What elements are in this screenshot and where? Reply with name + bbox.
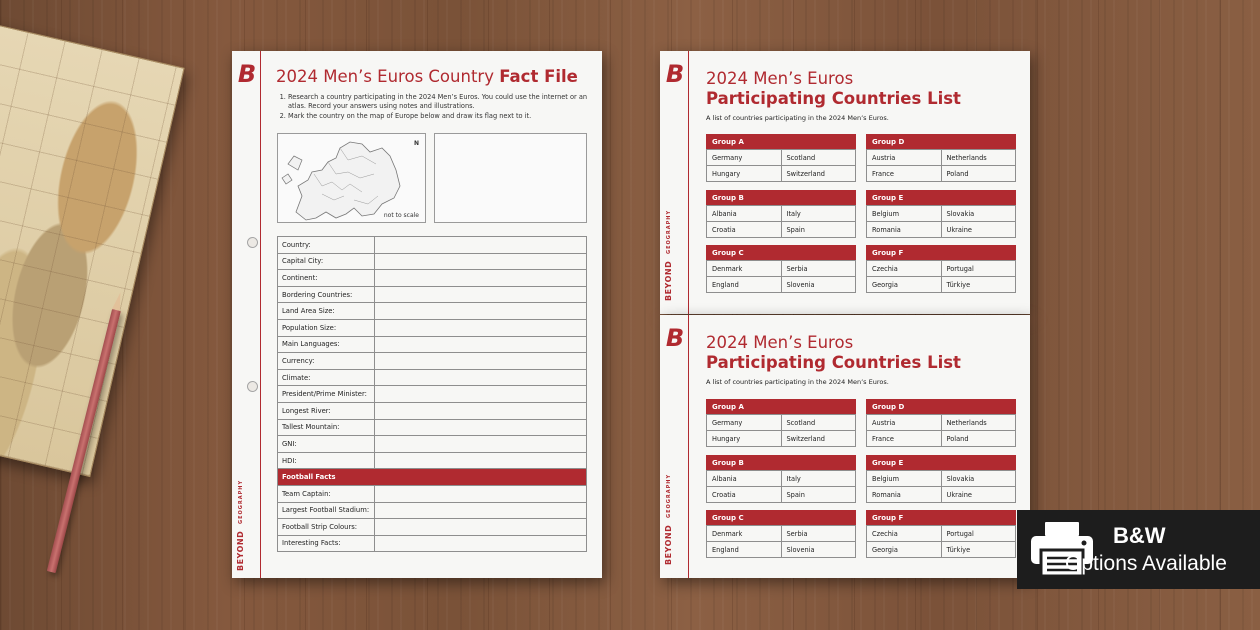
brand-word: BEYOND (664, 524, 673, 565)
country-cell: Albania (707, 206, 782, 222)
answer-cell (375, 303, 587, 320)
field-label: Longest River: (278, 402, 375, 419)
group-table (866, 260, 1016, 293)
table-row (707, 166, 856, 182)
answer-cell (375, 319, 587, 336)
page-title-line1: 2024 Men’s Euros (706, 333, 854, 352)
field-label: Country: (278, 237, 375, 254)
answer-cell (375, 253, 587, 270)
answer-cell (375, 519, 587, 536)
group-card (866, 190, 1016, 238)
country-cell: France (867, 431, 942, 447)
europe-outline-map (278, 134, 426, 223)
table-row (867, 526, 1016, 542)
table-row (867, 542, 1016, 558)
badge-subtitle: Options Available (1065, 552, 1227, 575)
country-cell: France (867, 166, 942, 182)
country-cell: Poland (941, 166, 1016, 182)
brand-sidebar (232, 51, 261, 578)
table-row (707, 150, 856, 166)
table-row (867, 261, 1016, 277)
countries-list-worksheet (660, 315, 1030, 578)
country-cell: Austria (867, 415, 942, 431)
country-cell: Denmark (707, 526, 782, 542)
answer-cell (375, 452, 587, 469)
brand-sidebar (660, 51, 689, 314)
country-cell: Netherlands (941, 415, 1016, 431)
field-label: Interesting Facts: (278, 535, 375, 552)
country-cell: Croatia (707, 487, 782, 503)
country-cell: Ukraine (941, 487, 1016, 503)
europe-map-box (277, 133, 426, 223)
instruction-step-2: 2. Mark the country on the map of Europe below and draw its flag next to it. (288, 112, 590, 121)
country-cell: England (707, 277, 782, 293)
table-row (278, 535, 587, 552)
brand-sub: GEOGRAPHY (238, 480, 244, 525)
table-row (278, 369, 587, 386)
group-table (866, 414, 1016, 447)
field-label: Capital City: (278, 253, 375, 270)
answer-cell (375, 353, 587, 370)
page-title-line2: Participating Countries List (706, 89, 961, 108)
group-card (866, 134, 1016, 182)
table-row (707, 487, 856, 503)
group-header: Group A (706, 399, 856, 414)
country-cell: Netherlands (941, 150, 1016, 166)
table-row (278, 336, 587, 353)
country-cell: Romania (867, 487, 942, 503)
group-header: Group D (866, 134, 1016, 149)
fact-file-worksheet (232, 51, 602, 578)
country-cell: Serbia (781, 261, 856, 277)
brand-sidebar (660, 315, 689, 578)
field-label: Tallest Mountain: (278, 419, 375, 436)
field-label: Main Languages: (278, 336, 375, 353)
answer-cell (375, 270, 587, 287)
brand-word: BEYOND (664, 260, 673, 301)
field-label: Team Captain: (278, 485, 375, 502)
country-cell: Switzerland (781, 166, 856, 182)
country-cell: Georgia (867, 542, 942, 558)
north-arrow-icon: N (413, 140, 419, 147)
table-row (867, 277, 1016, 293)
country-cell: Italy (781, 471, 856, 487)
country-cell: Portugal (941, 526, 1016, 542)
answer-cell (375, 535, 587, 552)
map-scale-note: not to scale (383, 212, 419, 219)
country-cell: Belgium (867, 206, 942, 222)
beyond-logo-icon: B (665, 324, 685, 352)
page-title (276, 67, 578, 86)
table-row (867, 206, 1016, 222)
group-card (706, 245, 856, 293)
group-header: Group D (866, 399, 1016, 414)
answer-cell (375, 419, 587, 436)
country-cell: Spain (781, 487, 856, 503)
country-cell: Hungary (707, 166, 782, 182)
country-cell: Germany (707, 415, 782, 431)
country-cell: Switzerland (781, 431, 856, 447)
answer-cell (375, 369, 587, 386)
group-header: Group E (866, 455, 1016, 470)
table-row (278, 286, 587, 303)
group-table (866, 205, 1016, 238)
page-subtitle: A list of countries participating in the 2024 Men’s Euros. (706, 378, 889, 386)
country-cell: Austria (867, 150, 942, 166)
group-card (866, 245, 1016, 293)
group-card (706, 455, 856, 503)
brand-wordmark (236, 480, 256, 571)
table-row (278, 452, 587, 469)
group-table (866, 149, 1016, 182)
table-row (867, 471, 1016, 487)
table-row (867, 415, 1016, 431)
group-table (706, 260, 856, 293)
group-header: Group B (706, 455, 856, 470)
group-header: Group B (706, 190, 856, 205)
country-cell: England (707, 542, 782, 558)
group-table (866, 525, 1016, 558)
table-row (707, 277, 856, 293)
badge-title: B&W (1113, 523, 1166, 548)
group-card (866, 399, 1016, 447)
bw-options-badge (1017, 510, 1260, 589)
country-cell: Scotland (781, 150, 856, 166)
group-header: Group E (866, 190, 1016, 205)
field-label: Football Strip Colours: (278, 519, 375, 536)
title-plain: 2024 Men’s Euros Country (276, 67, 494, 86)
brand-sub: GEOGRAPHY (666, 474, 672, 519)
country-cell: Slovakia (941, 206, 1016, 222)
table-row (867, 222, 1016, 238)
section-header-row (278, 469, 587, 486)
group-card (706, 399, 856, 447)
table-row (278, 419, 587, 436)
group-table (706, 414, 856, 447)
table-row (707, 415, 856, 431)
answer-cell (375, 436, 587, 453)
field-label: Currency: (278, 353, 375, 370)
group-header: Group F (866, 245, 1016, 260)
flag-drawing-box (434, 133, 587, 223)
country-cell: Poland (941, 431, 1016, 447)
field-label: President/Prime Minister: (278, 386, 375, 403)
country-cell: Hungary (707, 431, 782, 447)
table-row (867, 487, 1016, 503)
table-row (707, 471, 856, 487)
country-cell: Romania (867, 222, 942, 238)
group-header: Group A (706, 134, 856, 149)
group-header: Group C (706, 245, 856, 260)
table-row (278, 319, 587, 336)
section-label: Football Facts (278, 469, 587, 486)
instruction-list (280, 93, 590, 123)
table-row (278, 519, 587, 536)
country-cell: Croatia (707, 222, 782, 238)
table-row (707, 542, 856, 558)
fact-table (277, 236, 587, 552)
country-cell: Georgia (867, 277, 942, 293)
country-cell: Czechia (867, 261, 942, 277)
beyond-logo-icon: B (237, 60, 257, 88)
country-cell: Denmark (707, 261, 782, 277)
group-table (706, 149, 856, 182)
table-row (278, 485, 587, 502)
group-table (706, 525, 856, 558)
country-cell: Spain (781, 222, 856, 238)
table-row (867, 431, 1016, 447)
answer-cell (375, 386, 587, 403)
field-label: Population Size: (278, 319, 375, 336)
group-header: Group C (706, 510, 856, 525)
table-row (278, 436, 587, 453)
group-table (866, 470, 1016, 503)
countries-list-worksheet (660, 51, 1030, 314)
group-table (706, 205, 856, 238)
instruction-step-1: 1. Research a country participating in the 2024 Men’s Euros. You could use the internet or an atlas. Record your answers using notes and illustrations. (288, 93, 590, 110)
field-label: Continent: (278, 270, 375, 287)
answer-cell (375, 485, 587, 502)
country-cell: Albania (707, 471, 782, 487)
table-row (867, 150, 1016, 166)
answer-cell (375, 286, 587, 303)
country-cell: Serbia (781, 526, 856, 542)
country-cell: Czechia (867, 526, 942, 542)
punch-hole (247, 237, 258, 248)
country-cell: Belgium (867, 471, 942, 487)
brand-wordmark (664, 211, 684, 301)
group-table (706, 470, 856, 503)
country-cell: Türkiye (941, 542, 1016, 558)
table-row (278, 253, 587, 270)
table-row (278, 270, 587, 287)
punch-hole (247, 381, 258, 392)
field-label: HDI: (278, 452, 375, 469)
field-label: Land Area Size: (278, 303, 375, 320)
table-row (707, 261, 856, 277)
table-row (278, 303, 587, 320)
country-cell: Slovenia (781, 542, 856, 558)
answer-cell (375, 402, 587, 419)
country-cell: Scotland (781, 415, 856, 431)
country-cell: Slovenia (781, 277, 856, 293)
field-label: Largest Football Stadium: (278, 502, 375, 519)
table-row (867, 166, 1016, 182)
field-label: Bordering Countries: (278, 286, 375, 303)
answer-cell (375, 502, 587, 519)
table-row (707, 431, 856, 447)
group-card (706, 190, 856, 238)
answer-cell (375, 237, 587, 254)
group-header: Group F (866, 510, 1016, 525)
country-cell: Germany (707, 150, 782, 166)
table-row (278, 237, 587, 254)
page-subtitle: A list of countries participating in the 2024 Men’s Euros. (706, 114, 889, 122)
country-cell: Italy (781, 206, 856, 222)
beyond-logo-icon: B (665, 60, 685, 88)
table-row (278, 353, 587, 370)
answer-cell (375, 336, 587, 353)
group-card (706, 510, 856, 558)
table-row (707, 526, 856, 542)
page-title-line1: 2024 Men’s Euros (706, 69, 854, 88)
field-label: GNI: (278, 436, 375, 453)
country-cell: Ukraine (941, 222, 1016, 238)
title-bold: Fact File (499, 67, 578, 86)
brand-word: BEYOND (236, 530, 245, 571)
brand-sub: GEOGRAPHY (666, 210, 672, 255)
group-card (866, 510, 1016, 558)
page-title-line2: Participating Countries List (706, 353, 961, 372)
table-row (707, 206, 856, 222)
country-cell: Slovakia (941, 471, 1016, 487)
table-row (278, 502, 587, 519)
table-row (278, 402, 587, 419)
group-card (866, 455, 1016, 503)
country-cell: Portugal (941, 261, 1016, 277)
field-label: Climate: (278, 369, 375, 386)
brand-wordmark (664, 475, 684, 565)
table-row (707, 222, 856, 238)
country-cell: Türkiye (941, 277, 1016, 293)
table-row (278, 386, 587, 403)
group-card (706, 134, 856, 182)
